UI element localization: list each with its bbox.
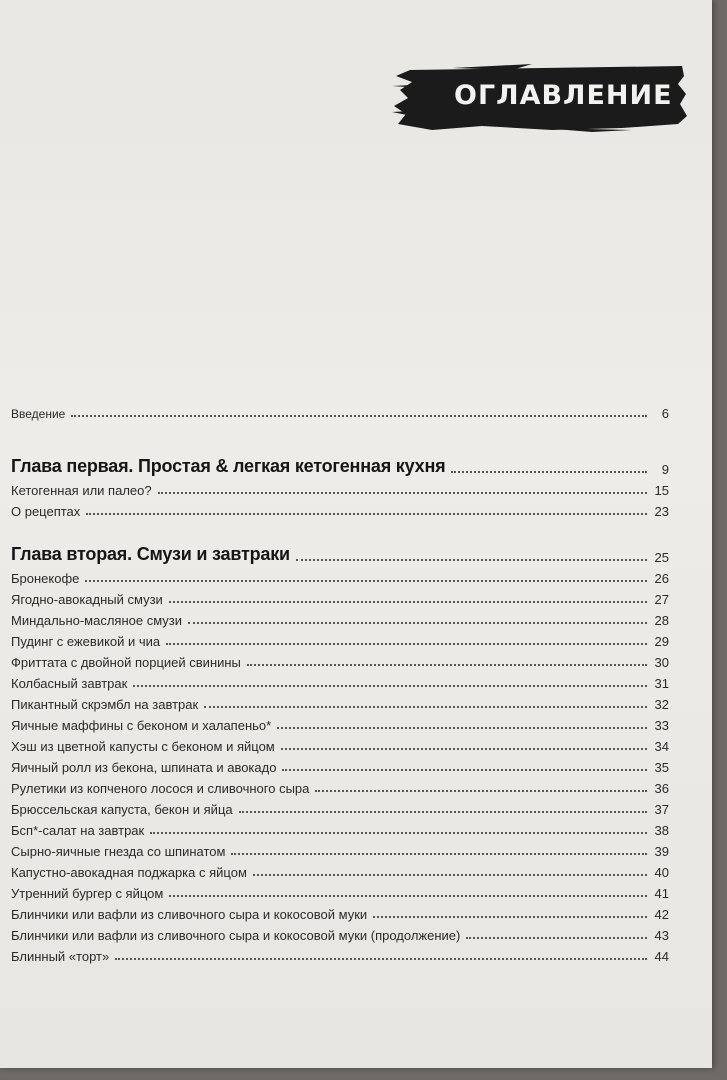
dot-leader [166,643,647,645]
toc-page-number: 39 [654,844,669,859]
dot-leader [169,601,647,603]
toc-row [11,838,669,859]
header-banner [392,64,688,132]
toc-row [11,733,669,754]
dot-leader [277,727,647,729]
toc-entry-title: Ягодно-авокадный смузи [11,592,163,607]
toc-entry-title: О рецептах [11,504,81,519]
toc-entry-title: Сырно-яичные гнезда со шпинатом [11,844,226,859]
toc-page-number: 6 [661,406,669,421]
toc-page-number: 37 [654,802,669,817]
toc-row [11,691,669,712]
toc-entry-title: Пикантный скрэмбл на завтрак [11,697,199,712]
toc-row [11,712,669,733]
chapter-title: Глава вторая. Смузи и завтраки [11,544,290,564]
toc-page-number: 9 [661,462,669,477]
dot-leader [451,471,647,473]
toc-row [11,880,669,901]
dot-leader [169,895,647,897]
toc-entry-title: Бсп*-салат на завтрак [11,823,145,838]
toc-page-number: 29 [654,634,669,649]
toc-page-number: 44 [654,949,669,964]
toc-page-number: 31 [654,676,669,691]
dot-leader [296,559,647,561]
toc-entry-title: Блинчики или вафли из сливочного сыра и кокосовой муки (продолжение) [11,928,461,943]
toc-row [11,628,669,649]
toc-row [11,586,669,607]
dot-leader [150,832,647,834]
dot-leader [133,685,647,687]
toc-page-number: 27 [654,592,669,607]
toc-row [11,943,669,964]
toc-row [11,754,669,775]
toc-row [11,922,669,943]
dot-leader [188,622,647,624]
toc-page-number: 42 [654,907,669,922]
toc-page-number: 30 [654,655,669,670]
dot-leader [115,958,647,960]
dot-leader [86,513,647,515]
toc-page-number: 38 [654,823,669,838]
dot-leader [71,415,647,417]
toc-page-number: 43 [654,928,669,943]
toc-entry-title: Кетогенная или палео? [11,483,152,498]
toc-entry-title: Миндально-масляное смузи [11,613,183,628]
toc-page-number: 26 [654,571,669,586]
toc-row [11,649,669,670]
toc-row [11,859,669,880]
toc-entry-title: Фриттата с двойной порцией свинины [11,655,241,670]
toc-entry-title: Капустно-авокадная поджарка с яйцом [11,865,247,880]
dot-leader [282,769,647,771]
page-title: ОГЛАВЛЕНИЕ [454,80,673,111]
toc-entry-title: Яичный ролл из бекона, шпината и авокадо [11,760,277,775]
toc-entry-title: Хэш из цветной капусты с беконом и яйцом [11,739,275,754]
toc-page-number: 36 [654,781,669,796]
table-of-contents [11,397,669,964]
toc-entry-title: Утренний бургер с яйцом [11,886,164,901]
toc-entry-title: Брюссельская капуста, бекон и яйца [11,802,233,817]
dot-leader [281,748,647,750]
toc-row [11,775,669,796]
toc-entry-title: Пудинг с ежевикой и чиа [11,634,161,649]
toc-page-number: 23 [654,504,669,519]
toc-page-number: 28 [654,613,669,628]
toc-page-number: 15 [654,483,669,498]
section-gap [11,519,669,535]
dot-leader [158,492,647,494]
toc-entry-title: Введение [11,407,66,421]
chapter-title: Глава первая. Простая & легкая кетогенная кухня [11,456,446,476]
toc-row [11,498,669,519]
toc-page-number: 32 [654,697,669,712]
toc-row [11,477,669,498]
toc-entry-title: Блинный «торт» [11,949,110,964]
toc-page-number: 25 [654,550,669,565]
toc-entry-title: Колбасный завтрак [11,676,128,691]
toc-row [11,565,669,586]
toc-row [11,670,669,691]
toc-chapter-heading [11,451,669,477]
toc-page-number: 40 [654,865,669,880]
dot-leader [231,853,647,855]
dot-leader [466,937,647,939]
toc-row [11,817,669,838]
dot-leader [204,706,647,708]
toc-page-number: 41 [654,886,669,901]
toc-page-number: 33 [654,718,669,733]
dot-leader [247,664,647,666]
dot-leader [85,580,647,582]
toc-entry-title: Рулетики из копченого лосося и сливочного сыра [11,781,310,796]
toc-entry-title: Яичные маффины с беконом и халапеньо* [11,718,272,733]
toc-page-number: 35 [654,760,669,775]
toc-entry-title: Блинчики или вафли из сливочного сыра и кокосовой муки [11,907,368,922]
toc-page-number: 34 [654,739,669,754]
toc-entry-title: Бронекофе [11,571,80,586]
toc-chapter-heading [11,539,669,565]
dot-leader [253,874,647,876]
toc-row [11,796,669,817]
dot-leader [239,811,647,813]
toc-row-intro [11,397,669,421]
dot-leader [373,916,647,918]
dot-leader [315,790,647,792]
toc-row [11,901,669,922]
toc-row [11,607,669,628]
